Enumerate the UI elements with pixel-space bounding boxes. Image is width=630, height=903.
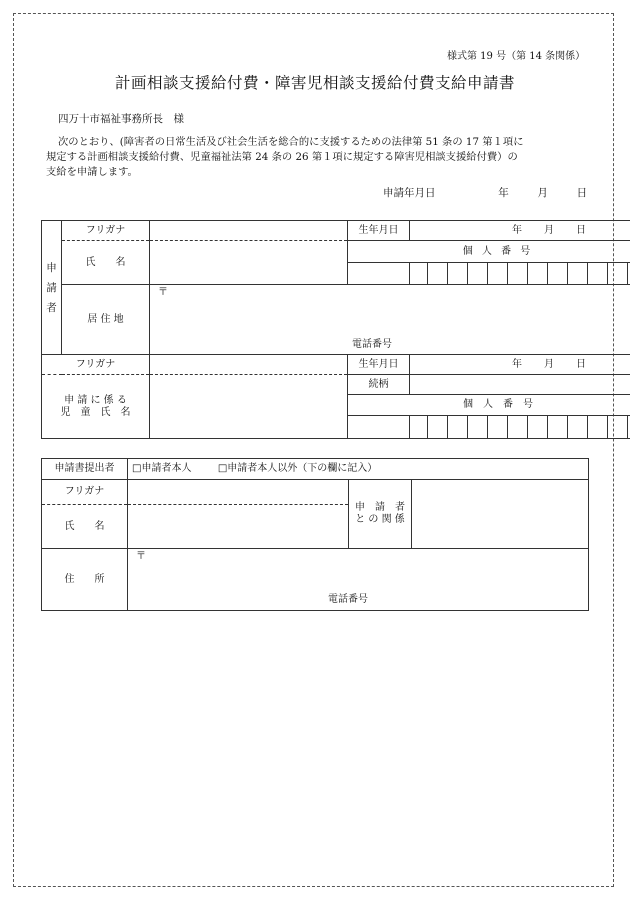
statement-line-1: 次のとおり、(障害者の日常生活及び社会生活を総合的に支援するための法律第 51 条の 17 第１項に xyxy=(58,136,524,148)
applicant-phone-label: 電話番号 xyxy=(352,339,392,350)
application-date-day: 日 xyxy=(576,187,588,199)
child-number-digit[interactable] xyxy=(548,416,568,439)
applicant-section-label: 申 請 者 xyxy=(42,221,62,355)
child-furigana-field[interactable] xyxy=(150,355,348,375)
applicant-number-digit[interactable] xyxy=(488,263,508,285)
child-number-digit[interactable] xyxy=(468,416,488,439)
child-number-digit[interactable] xyxy=(608,416,628,439)
child-furigana-label: フリガナ xyxy=(42,355,150,375)
applicant-number-digit[interactable] xyxy=(608,263,628,285)
applicant-dob-label: 生年月日 xyxy=(348,221,410,241)
applicant-table xyxy=(41,220,630,439)
submitter-address-field[interactable] xyxy=(128,549,589,611)
child-number-digit[interactable] xyxy=(410,416,428,439)
applicant-number-digit[interactable] xyxy=(448,263,468,285)
child-personal-number-label: 個 人 番 号 xyxy=(348,395,630,416)
applicant-name-label: 氏 名 xyxy=(62,241,150,285)
applicant-number-digit[interactable] xyxy=(588,263,608,285)
submitter-address-label: 住 所 xyxy=(42,549,128,611)
submitter-phone-label: 電話番号 xyxy=(328,594,368,605)
child-number-digit[interactable] xyxy=(448,416,468,439)
application-statement xyxy=(46,135,586,180)
applicant-number-digit[interactable] xyxy=(410,263,428,285)
child-number-digit[interactable] xyxy=(488,416,508,439)
applicant-number-pad xyxy=(348,263,410,285)
postal-mark: 〒 xyxy=(158,287,168,298)
child-relationship-field[interactable] xyxy=(410,375,630,395)
submitter-relation-label: 申 請 者 と の 関 係 xyxy=(349,480,412,549)
submitter-relation-field[interactable] xyxy=(412,480,589,549)
statement-line-2: 規定する計画相談支援給付費、児童福祉法第 24 条の 26 第１項に規定する障害児相談支援給付費）の xyxy=(46,151,518,163)
application-date-year: 年 xyxy=(498,187,509,199)
applicant-personal-number-label: 個 人 番 号 xyxy=(348,241,630,263)
submitter-name-label: 氏 名 xyxy=(42,505,128,549)
applicant-number-digit[interactable] xyxy=(528,263,548,285)
applicant-number-digit[interactable] xyxy=(428,263,448,285)
option-applicant-self[interactable]: □申請者本人 xyxy=(132,463,192,474)
applicant-number-digit[interactable] xyxy=(568,263,588,285)
option-applicant-other[interactable]: □申請者本人以外（下の欄に記入） xyxy=(217,463,378,474)
child-dob-label: 生年月日 xyxy=(348,355,410,375)
applicant-furigana-label: フリガナ xyxy=(62,221,150,241)
application-date-label: 申請年月日 xyxy=(383,187,436,199)
applicant-dob-field[interactable]: 年 月 日 xyxy=(410,221,630,241)
applicant-number-digit[interactable] xyxy=(468,263,488,285)
submitter-table xyxy=(41,458,589,611)
child-name-label: 申 請 に 係 る 児 童 氏 名 xyxy=(42,375,150,439)
child-number-digit[interactable] xyxy=(508,416,528,439)
applicant-number-digit[interactable] xyxy=(548,263,568,285)
submitter-options xyxy=(128,459,589,480)
form-title: 計画相談支援給付費・障害児相談支援給付費支給申請書 xyxy=(114,74,515,92)
application-date xyxy=(383,185,587,200)
postal-mark: 〒 xyxy=(136,551,146,562)
statement-line-3: 支給を申請します。 xyxy=(46,166,138,178)
applicant-number-digit[interactable] xyxy=(508,263,528,285)
application-date-month: 月 xyxy=(537,187,548,199)
child-number-digit[interactable] xyxy=(568,416,588,439)
applicant-name-field[interactable] xyxy=(150,241,348,285)
submitter-label: 申請書提出者 xyxy=(42,459,128,480)
applicant-furigana-field[interactable] xyxy=(150,221,348,241)
addressee: 四万十市福祉事務所長 様 xyxy=(58,113,184,125)
form-number: 様式第 19 号（第 14 条関係） xyxy=(447,51,586,62)
applicant-address-label: 居 住 地 xyxy=(62,285,150,355)
child-relationship-label: 続柄 xyxy=(348,375,410,395)
child-name-field[interactable] xyxy=(150,375,348,439)
submitter-furigana-label: フリガナ xyxy=(42,480,128,505)
submitter-furigana-field[interactable] xyxy=(128,480,349,505)
child-number-digit[interactable] xyxy=(428,416,448,439)
child-number-digit[interactable] xyxy=(588,416,608,439)
child-dob-field[interactable]: 年 月 日 xyxy=(410,355,630,375)
submitter-name-field[interactable] xyxy=(128,505,349,549)
child-number-pad xyxy=(348,416,410,439)
applicant-address-field[interactable] xyxy=(150,285,630,355)
child-number-digit[interactable] xyxy=(528,416,548,439)
